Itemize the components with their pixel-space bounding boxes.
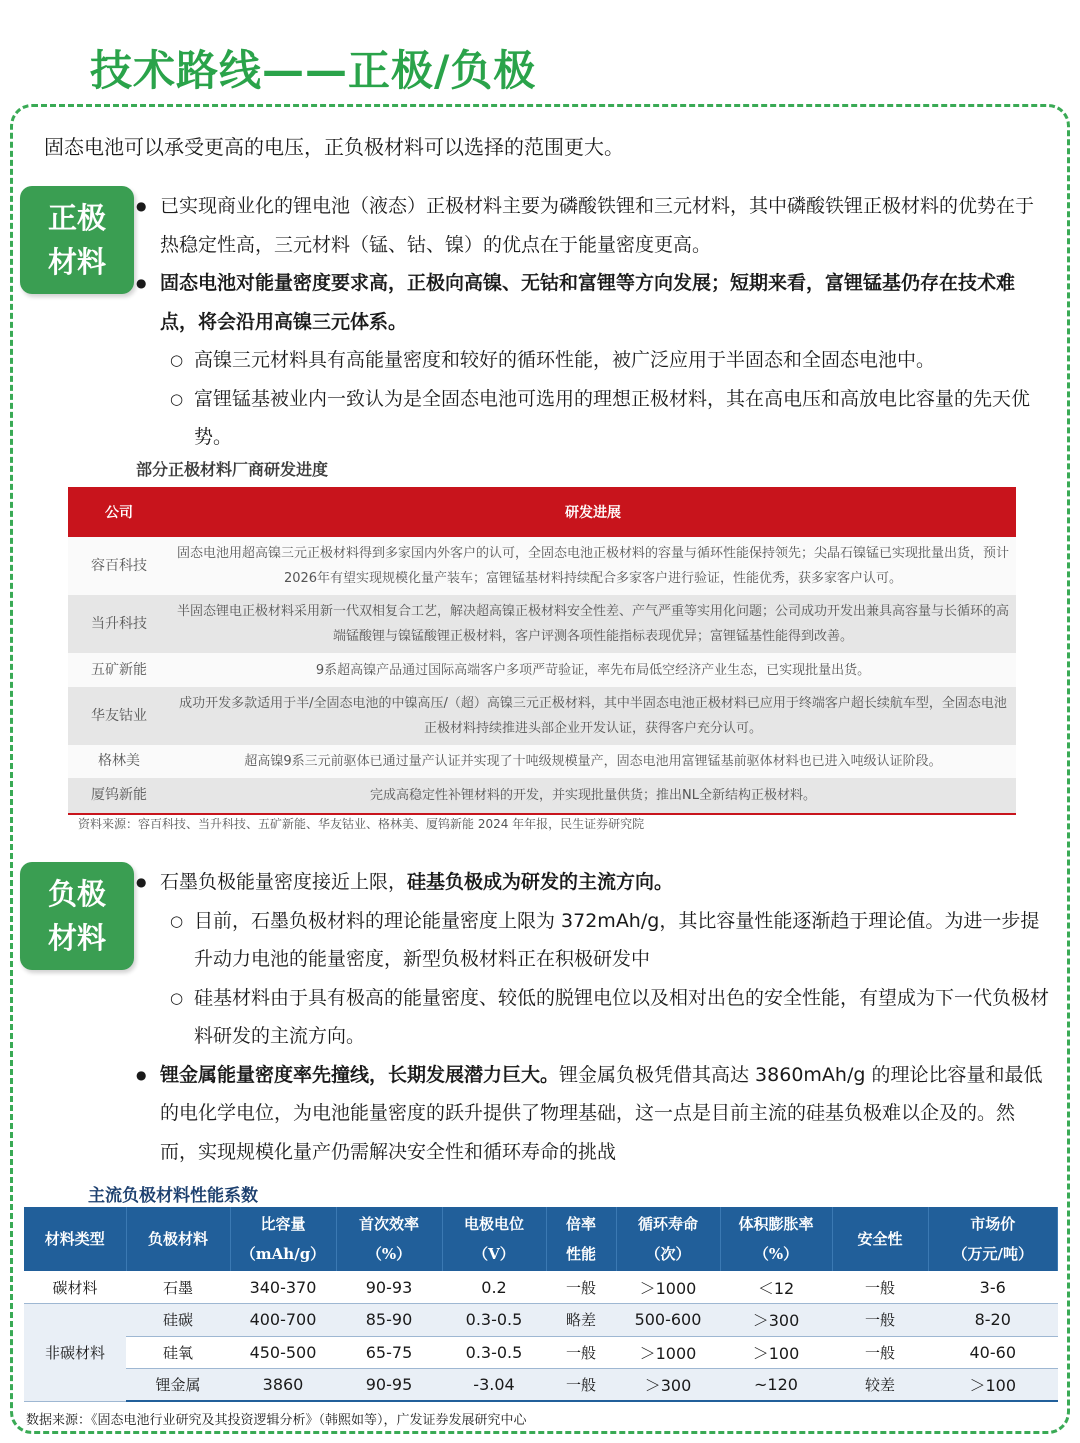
anode-bullet-1-bold: 硅基负极成为研发的主流方向。	[407, 871, 674, 893]
cell: 3860	[230, 1369, 336, 1402]
header-line: 体积膨胀率	[738, 1215, 814, 1233]
cell: ＞300	[616, 1369, 720, 1402]
cell: -3.04	[442, 1369, 546, 1402]
cell: 一般	[546, 1369, 616, 1402]
cell: 硅氧	[126, 1336, 230, 1369]
header-line: 安全性	[857, 1230, 903, 1248]
cathode-bullet-1: ● 已实现商业化的锂电池（液态）正极材料主要为磷酸铁锂和三元材料，其中磷酸铁锂正极材料的优势在于热稳定性高，三元材料（锰、钴、镍）的优点在于能量密度更高。	[132, 187, 1052, 264]
company-cell: 华友钴业	[68, 687, 170, 745]
anode-bullet-1-text: 石墨负极能量密度接近上限，	[160, 871, 408, 893]
table-row	[68, 537, 1016, 595]
header-unit: （%）	[366, 1245, 412, 1263]
cathode-bullets	[132, 187, 1052, 457]
cathode-sub-bullet-2: ○ 富锂锰基被业内一致认为是全固态电池可选用的理想正极材料，其在高电压和高放电比容量的先天优势。	[132, 380, 1052, 457]
cell: 90-93	[336, 1271, 442, 1304]
cell: ＞100	[720, 1336, 832, 1369]
header-line: 负极材料	[147, 1230, 208, 1248]
header-company: 公司	[68, 487, 170, 537]
cell: 0.3-0.5	[442, 1304, 546, 1337]
cathode-table-title: 部分正极材料厂商研发进度	[136, 460, 329, 479]
table-row	[68, 653, 1016, 687]
header-rate	[546, 1207, 616, 1271]
anode-table	[24, 1207, 1058, 1402]
header-line: 循环寿命	[637, 1215, 698, 1233]
anode-sub-bullet-2: ○ 硅基材料由于具有极高的能量密度、较低的脱锂电位以及相对出色的安全性能，有望成为下一代负极材料研发的主流方向。	[132, 979, 1052, 1056]
cell: 石墨	[126, 1271, 230, 1304]
intro-text: 固态电池可以承受更高的电压，正负极材料可以选择的范围更大。	[44, 135, 624, 159]
progress-cell: 半固态锂电正极材料采用新一代双相复合工艺，解决超高镍正极材料安全性差、产气严重等实用化问题；公司成功开发出兼具高容量与长循环的高端锰酸锂与镍锰酸锂正极材料，客户评测各项性能指标表现优异；富锂锰基性能得到改善。	[170, 595, 1016, 653]
table-row	[68, 745, 1016, 778]
header-safety	[832, 1207, 928, 1271]
cell: 450-500	[230, 1336, 336, 1369]
anode-table-header	[24, 1207, 1058, 1271]
anode-bullet-2	[132, 1056, 1052, 1172]
table-row	[24, 1336, 1058, 1369]
header-line: 倍率	[565, 1215, 596, 1233]
header-line: 材料类型	[44, 1230, 105, 1248]
cell: 较差	[832, 1369, 928, 1402]
cathode-tag	[20, 186, 134, 294]
cathode-table-source: 资料来源：容百科技、当升科技、五矿新能、华友钴业、格林美、厦钨新能 2024 年年报，民生证券研究院	[78, 817, 645, 831]
cathode-tag-line2: 材料	[47, 245, 106, 279]
table-row	[24, 1369, 1058, 1402]
cathode-bullet-2: ● 固态电池对能量密度要求高，正极向高镍、无钴和富锂等方向发展；短期来看，富锂锰基仍存在技术难点，将会沿用高镍三元体系。	[132, 264, 1052, 341]
page-title: 技术路线——正极/负极	[90, 46, 537, 95]
company-cell: 五矿新能	[68, 653, 170, 687]
cathode-sub-bullet-1: ○ 高镍三元材料具有高能量密度和较好的循环性能，被广泛应用于半固态和全固态电池中。	[132, 341, 1052, 380]
anode-table-title: 主流负极材料性能系数	[88, 1186, 258, 1206]
anode-bullets	[132, 863, 1052, 1171]
header-cycle-life	[616, 1207, 720, 1271]
cell: 3-6	[928, 1271, 1058, 1304]
cell: 一般	[546, 1336, 616, 1369]
material-type-cell: 碳材料	[24, 1271, 126, 1304]
cell: ＞300	[720, 1304, 832, 1337]
header-line: 电极电位	[463, 1215, 524, 1233]
company-cell: 格林美	[68, 745, 170, 778]
header-expansion	[720, 1207, 832, 1271]
cell: 略差	[546, 1304, 616, 1337]
cell: ＜12	[720, 1271, 832, 1304]
anode-bullet-2-text: 锂金属负极凭借其高达 3860mAh/g 的理论比容量和最低的电化学电位，为电池能量密度的跃升提供了物理基础，这一点是目前主流的硅基负极难以企及的。然而，实现规模化量产仍需解决安全性和循环寿命的挑战	[160, 1063, 1043, 1163]
cell: 一般	[832, 1336, 928, 1369]
cell: ＞100	[928, 1369, 1058, 1402]
company-cell: 容百科技	[68, 537, 170, 595]
cell: 65-75	[336, 1336, 442, 1369]
progress-cell: 9系超高镍产品通过国际高端客户多项严苛验证，率先布局低空经济产业生态，已实现批量出货。	[170, 653, 1016, 687]
company-cell: 厦钨新能	[68, 778, 170, 814]
material-type-cell: 非碳材料	[24, 1304, 126, 1402]
progress-cell: 完成高稳定性补锂材料的开发，并实现批量供货；推出NL全新结构正极材料。	[170, 778, 1016, 814]
header-line: 市场价	[970, 1215, 1016, 1233]
anode-tag-line2: 材料	[47, 921, 106, 955]
header-progress: 研发进展	[170, 487, 1016, 537]
cell: 0.2	[442, 1271, 546, 1304]
header-unit: （V）	[473, 1245, 515, 1263]
header-unit: （次）	[645, 1245, 691, 1263]
cell: 90-95	[336, 1369, 442, 1402]
header-efficiency	[336, 1207, 442, 1271]
table-row	[24, 1304, 1058, 1337]
anode-bullet-2-bold: 锂金属能量密度率先撞线，长期发展潜力巨大。	[160, 1063, 560, 1086]
cell: ＞1000	[616, 1336, 720, 1369]
cell: ＞1000	[616, 1271, 720, 1304]
header-capacity	[230, 1207, 336, 1271]
header-unit: （%）	[753, 1245, 799, 1263]
table-row	[68, 595, 1016, 653]
cell: 340-370	[230, 1271, 336, 1304]
cell: 硅碳	[126, 1304, 230, 1337]
cell: 8-20	[928, 1304, 1058, 1337]
header-line: 比容量	[260, 1215, 306, 1233]
table-row	[24, 1271, 1058, 1304]
progress-cell: 成功开发多款适用于半/全固态电池的中镍高压/（超）高镍三元正极材料，其中半固态电池正极材料已应用于终端客户超长续航车型，全固态电池正极材料持续推进头部企业开发认证，获得客户充分认可。	[170, 687, 1016, 745]
cell: 一般	[546, 1271, 616, 1304]
cell: 一般	[832, 1271, 928, 1304]
table-row	[68, 687, 1016, 745]
table-row	[68, 778, 1016, 814]
cell: ~120	[720, 1369, 832, 1402]
anode-bullet-1	[132, 863, 1052, 902]
anode-tag-line1: 负极	[47, 877, 106, 911]
header-unit: （万元/吨）	[952, 1245, 1033, 1263]
cell: 锂金属	[126, 1369, 230, 1402]
anode-tag	[20, 862, 134, 970]
header-line: 首次效率	[358, 1215, 419, 1233]
cathode-tag-line1: 正极	[47, 201, 106, 235]
cell: 一般	[832, 1304, 928, 1337]
cathode-table	[68, 487, 1016, 815]
cell: 40-60	[928, 1336, 1058, 1369]
header-unit: （mAh/g）	[240, 1245, 326, 1263]
header-anode-material	[126, 1207, 230, 1271]
header-price	[928, 1207, 1058, 1271]
anode-table-source: 数据来源：《固态电池行业研究及其投资逻辑分析》（韩熙如等），广发证券发展研究中心	[26, 1413, 527, 1428]
header-material-type	[24, 1207, 126, 1271]
header-potential	[442, 1207, 546, 1271]
progress-cell: 固态电池用超高镍三元正极材料得到多家国内外客户的认可，全固态电池正极材料的容量与循环性能保持领先；尖晶石镍锰已实现批量出货，预计2026年有望实现规模化量产装车；富锂锰基材料持续配合多家客户进行验证，性能优秀，获多家客户认可。	[170, 537, 1016, 595]
cell: 0.3-0.5	[442, 1336, 546, 1369]
cell: 500-600	[616, 1304, 720, 1337]
header-unit: 性能	[565, 1245, 596, 1263]
anode-sub-bullet-1: ○ 目前，石墨负极材料的理论能量密度上限为 372mAh/g，其比容量性能逐渐趋于理论值。为进一步提升动力电池的能量密度，新型负极材料正在积极研发中	[132, 902, 1052, 979]
company-cell: 当升科技	[68, 595, 170, 653]
progress-cell: 超高镍9系三元前驱体已通过量产认证并实现了十吨级规模量产，固态电池用富锂锰基前驱体材料也已进入吨级认证阶段。	[170, 745, 1016, 778]
cell: 85-90	[336, 1304, 442, 1337]
cell: 400-700	[230, 1304, 336, 1337]
cathode-table-header	[68, 487, 1016, 537]
